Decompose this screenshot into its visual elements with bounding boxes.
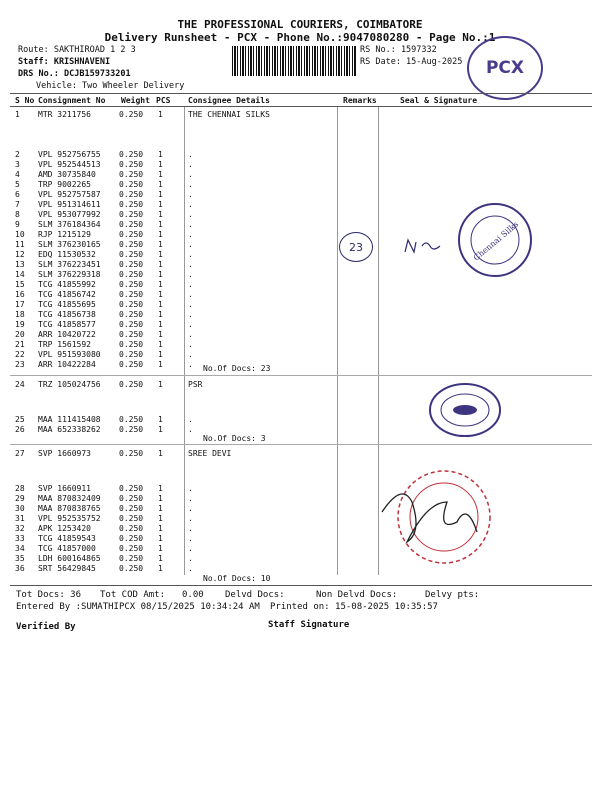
col-header-remarks: Remarks (343, 96, 377, 105)
row-weight: 0.250 (119, 180, 144, 189)
row-pcs: 1 (158, 330, 163, 339)
row-weight: 0.250 (119, 494, 144, 503)
row-weight: 0.250 (119, 534, 144, 543)
row-consignee: . (188, 494, 193, 503)
row-sno: 30 (15, 504, 25, 513)
sree-devi-seal-signature (372, 462, 502, 572)
row-sno: 25 (15, 415, 25, 424)
row-consignee: . (188, 300, 193, 309)
row-weight: 0.250 (119, 290, 144, 299)
group-rule (10, 444, 592, 445)
row-weight: 0.250 (119, 280, 144, 289)
row-weight: 0.250 (119, 524, 144, 533)
page-subtitle: Delivery Runsheet - PCX - Phone No.:9047080280 - Page No.:1 (104, 31, 496, 44)
col-header-weight: Weight (121, 96, 150, 105)
row-consignment-no: SVP 1660973 (38, 449, 91, 458)
row-consignment-no: TRP 1561592 (38, 340, 91, 349)
row-consignee: . (188, 534, 193, 543)
row-pcs: 1 (158, 290, 163, 299)
header-bottom-rule (10, 106, 592, 107)
staff-label: Staff: KRISHNAVENI (18, 57, 111, 67)
row-sno: 10 (15, 230, 25, 239)
route-label: Route: SAKTHIROAD 1 2 3 (18, 45, 136, 55)
signature-1 (400, 232, 450, 262)
row-consignment-no: LDH 600164865 (38, 554, 101, 563)
row-pcs: 1 (158, 564, 163, 573)
row-pcs: 1 (158, 380, 163, 389)
row-consignment-no: MTR 3211756 (38, 110, 91, 119)
row-consignee: . (188, 270, 193, 279)
row-consignee: . (188, 240, 193, 249)
row-weight: 0.250 (119, 340, 144, 349)
psr-seal (428, 382, 502, 438)
row-sno: 14 (15, 270, 25, 279)
row-weight: 0.250 (119, 240, 144, 249)
remark-count-circle: 23 (339, 232, 373, 262)
row-pcs: 1 (158, 554, 163, 563)
row-weight: 0.250 (119, 554, 144, 563)
row-consignment-no: TCG 41855695 (38, 300, 96, 309)
col-header-consignment: Consignment No (38, 96, 106, 105)
row-consignment-no: VPL 952535752 (38, 514, 101, 523)
row-sno: 23 (15, 360, 25, 369)
row-weight: 0.250 (119, 190, 144, 199)
row-sno: 20 (15, 330, 25, 339)
row-sno: 26 (15, 425, 25, 434)
row-pcs: 1 (158, 320, 163, 329)
row-weight: 0.250 (119, 260, 144, 269)
row-sno: 3 (15, 160, 20, 169)
row-consignee: . (188, 310, 193, 319)
row-sno: 4 (15, 170, 20, 179)
total-docs: Tot Docs: 36 (16, 590, 82, 600)
chennai-silks-seal (455, 200, 535, 280)
row-weight: 0.250 (119, 200, 144, 209)
row-pcs: 1 (158, 180, 163, 189)
row-consignment-no: AMD 30735840 (38, 170, 96, 179)
barcode (232, 46, 357, 76)
row-consignee: . (188, 170, 193, 179)
row-weight: 0.250 (119, 170, 144, 179)
row-consignment-no: TRP 9002265 (38, 180, 91, 189)
row-consignment-no: SLM 376230165 (38, 240, 101, 249)
row-consignment-no: VPL 952544513 (38, 160, 101, 169)
row-weight: 0.250 (119, 504, 144, 513)
total-cod-label: Tot COD Amt: (100, 590, 166, 600)
row-pcs: 1 (158, 260, 163, 269)
row-pcs: 1 (158, 449, 163, 458)
row-consignment-no: VPL 952756755 (38, 150, 101, 159)
row-pcs: 1 (158, 200, 163, 209)
row-weight: 0.250 (119, 320, 144, 329)
row-sno: 6 (15, 190, 20, 199)
rs-number: RS No.: 1597332 (360, 45, 437, 55)
row-consignee: . (188, 360, 193, 369)
docs-count: No.Of Docs: 23 (203, 364, 271, 373)
row-weight: 0.250 (119, 210, 144, 219)
row-consignee: . (188, 280, 193, 289)
row-sno: 11 (15, 240, 25, 249)
row-sno: 21 (15, 340, 25, 349)
row-consignee: . (188, 220, 193, 229)
row-pcs: 1 (158, 270, 163, 279)
row-pcs: 1 (158, 210, 163, 219)
row-pcs: 1 (158, 220, 163, 229)
row-weight: 0.250 (119, 330, 144, 339)
pcx-stamp: PCX (467, 36, 543, 100)
row-sno: 12 (15, 250, 25, 259)
row-pcs: 1 (158, 170, 163, 179)
page-title: THE PROFESSIONAL COURIERS, COIMBATORE (177, 18, 423, 31)
row-consignment-no: VPL 952757587 (38, 190, 101, 199)
row-sno: 32 (15, 524, 25, 533)
row-pcs: 1 (158, 310, 163, 319)
row-pcs: 1 (158, 415, 163, 424)
delivery-points: Delvy pts: (425, 590, 480, 600)
row-consignee: . (188, 415, 193, 424)
docs-count: No.Of Docs: 3 (203, 434, 266, 443)
row-pcs: 1 (158, 360, 163, 369)
row-consignee: . (188, 340, 193, 349)
row-consignment-no: VPL 953077992 (38, 210, 101, 219)
row-sno: 35 (15, 554, 25, 563)
row-sno: 22 (15, 350, 25, 359)
row-consignment-no: VPL 951314611 (38, 200, 101, 209)
row-weight: 0.250 (119, 150, 144, 159)
row-consignee: . (188, 514, 193, 523)
row-sno: 34 (15, 544, 25, 553)
row-consignment-no: EDQ 11530532 (38, 250, 96, 259)
row-consignee: . (188, 554, 193, 563)
row-pcs: 1 (158, 484, 163, 493)
total-cod-value: 0.00 (182, 590, 204, 600)
row-consignment-no: MAA 652338262 (38, 425, 101, 434)
row-consignee: . (188, 524, 193, 533)
row-consignee: . (188, 290, 193, 299)
row-sno: 24 (15, 380, 25, 389)
row-pcs: 1 (158, 110, 163, 119)
header-top-rule (10, 93, 592, 94)
row-consignee: . (188, 564, 193, 573)
row-consignee: . (188, 330, 193, 339)
delivered-docs: Delvd Docs: (225, 590, 285, 600)
entered-by: Entered By :SUMATHIPCX 08/15/2025 10:34:24 AM (16, 602, 260, 612)
row-sno: 13 (15, 260, 25, 269)
row-sno: 36 (15, 564, 25, 573)
row-sno: 18 (15, 310, 25, 319)
staff-signature: Staff Signature (268, 620, 350, 630)
rs-date: RS Date: 15-Aug-2025 (360, 57, 463, 67)
row-sno: 15 (15, 280, 25, 289)
col-sep (184, 107, 185, 575)
row-weight: 0.250 (119, 350, 144, 359)
row-consignment-no: TCG 41859543 (38, 534, 96, 543)
row-sno: 28 (15, 484, 25, 493)
row-sno: 33 (15, 534, 25, 543)
row-consignment-no: TCG 41856738 (38, 310, 96, 319)
row-sno: 17 (15, 300, 25, 309)
row-consignee: . (188, 260, 193, 269)
col-header-seal: Seal & Signature (400, 96, 478, 105)
row-sno: 19 (15, 320, 25, 329)
row-consignment-no: TCG 41855992 (38, 280, 96, 289)
col-header-sno: S No (15, 96, 35, 105)
row-consignment-no: SRT 56429845 (38, 564, 96, 573)
row-pcs: 1 (158, 150, 163, 159)
row-weight: 0.250 (119, 230, 144, 239)
row-consignment-no: TCG 41857000 (38, 544, 96, 553)
row-consignment-no: MAA 870832409 (38, 494, 101, 503)
row-consignee: THE CHENNAI SILKS (188, 110, 270, 119)
row-consignee: . (188, 230, 193, 239)
row-weight: 0.250 (119, 250, 144, 259)
row-consignment-no: VPL 951593080 (38, 350, 101, 359)
non-delivered-docs: Non Delvd Docs: (316, 590, 398, 600)
row-weight: 0.250 (119, 220, 144, 229)
vehicle-label: Vehicle: Two Wheeler Delivery (36, 81, 185, 91)
row-consignee: . (188, 190, 193, 199)
row-sno: 1 (15, 110, 20, 119)
row-consignment-no: TRZ 105024756 (38, 380, 101, 389)
verified-by: Verified By (16, 622, 76, 632)
svg-text:Chennai Silks: Chennai Silks (471, 219, 521, 263)
row-pcs: 1 (158, 250, 163, 259)
row-weight: 0.250 (119, 300, 144, 309)
row-consignee: . (188, 160, 193, 169)
row-pcs: 1 (158, 425, 163, 434)
row-weight: 0.250 (119, 425, 144, 434)
row-consignment-no: TCG 41858577 (38, 320, 96, 329)
row-sno: 31 (15, 514, 25, 523)
row-consignee: . (188, 150, 193, 159)
row-consignee: . (188, 250, 193, 259)
row-sno: 8 (15, 210, 20, 219)
row-pcs: 1 (158, 350, 163, 359)
row-consignee: . (188, 350, 193, 359)
row-consignee: . (188, 200, 193, 209)
row-consignee: . (188, 320, 193, 329)
row-pcs: 1 (158, 230, 163, 239)
row-sno: 5 (15, 180, 20, 189)
row-consignee: . (188, 484, 193, 493)
docs-count: No.Of Docs: 10 (203, 574, 271, 583)
row-pcs: 1 (158, 240, 163, 249)
row-pcs: 1 (158, 190, 163, 199)
row-consignment-no: SLM 376184364 (38, 220, 101, 229)
row-pcs: 1 (158, 160, 163, 169)
col-header-consignee: Consignee Details (188, 96, 270, 105)
row-sno: 29 (15, 494, 25, 503)
row-pcs: 1 (158, 524, 163, 533)
row-sno: 2 (15, 150, 20, 159)
group-rule (10, 375, 592, 376)
row-consignment-no: APK 1253420 (38, 524, 91, 533)
row-consignment-no: TCG 41856742 (38, 290, 96, 299)
row-weight: 0.250 (119, 160, 144, 169)
row-pcs: 1 (158, 280, 163, 289)
row-consignment-no: MAA 111415408 (38, 415, 101, 424)
row-weight: 0.250 (119, 360, 144, 369)
row-consignment-no: MAA 870838765 (38, 504, 101, 513)
row-pcs: 1 (158, 534, 163, 543)
row-consignee: PSR (188, 380, 203, 389)
row-consignee: . (188, 425, 193, 434)
row-consignee: SREE DEVI (188, 449, 232, 458)
row-pcs: 1 (158, 544, 163, 553)
row-consignment-no: ARR 10422284 (38, 360, 96, 369)
row-consignment-no: RJP 1215129 (38, 230, 91, 239)
row-consignment-no: SLM 376229318 (38, 270, 101, 279)
row-consignee: . (188, 544, 193, 553)
col-header-pcs: PCS (156, 96, 171, 105)
row-pcs: 1 (158, 504, 163, 513)
row-consignment-no: ARR 10420722 (38, 330, 96, 339)
row-sno: 7 (15, 200, 20, 209)
row-weight: 0.250 (119, 449, 144, 458)
row-weight: 0.250 (119, 380, 144, 389)
drs-label: DRS No.: DCJB159733201 (18, 69, 131, 79)
printed-on: Printed on: 15-08-2025 10:35:57 (270, 602, 438, 612)
row-consignee: . (188, 210, 193, 219)
row-sno: 16 (15, 290, 25, 299)
row-weight: 0.250 (119, 514, 144, 523)
row-weight: 0.250 (119, 415, 144, 424)
table-bottom-rule (10, 585, 592, 586)
row-weight: 0.250 (119, 310, 144, 319)
row-pcs: 1 (158, 494, 163, 503)
row-consignment-no: SVP 1660911 (38, 484, 91, 493)
row-consignment-no: SLM 376223451 (38, 260, 101, 269)
row-pcs: 1 (158, 340, 163, 349)
row-consignee: . (188, 504, 193, 513)
row-weight: 0.250 (119, 270, 144, 279)
row-weight: 0.250 (119, 110, 144, 119)
row-weight: 0.250 (119, 484, 144, 493)
row-weight: 0.250 (119, 564, 144, 573)
row-pcs: 1 (158, 300, 163, 309)
row-sno: 27 (15, 449, 25, 458)
row-sno: 9 (15, 220, 20, 229)
row-consignee: . (188, 180, 193, 189)
row-pcs: 1 (158, 514, 163, 523)
row-weight: 0.250 (119, 544, 144, 553)
